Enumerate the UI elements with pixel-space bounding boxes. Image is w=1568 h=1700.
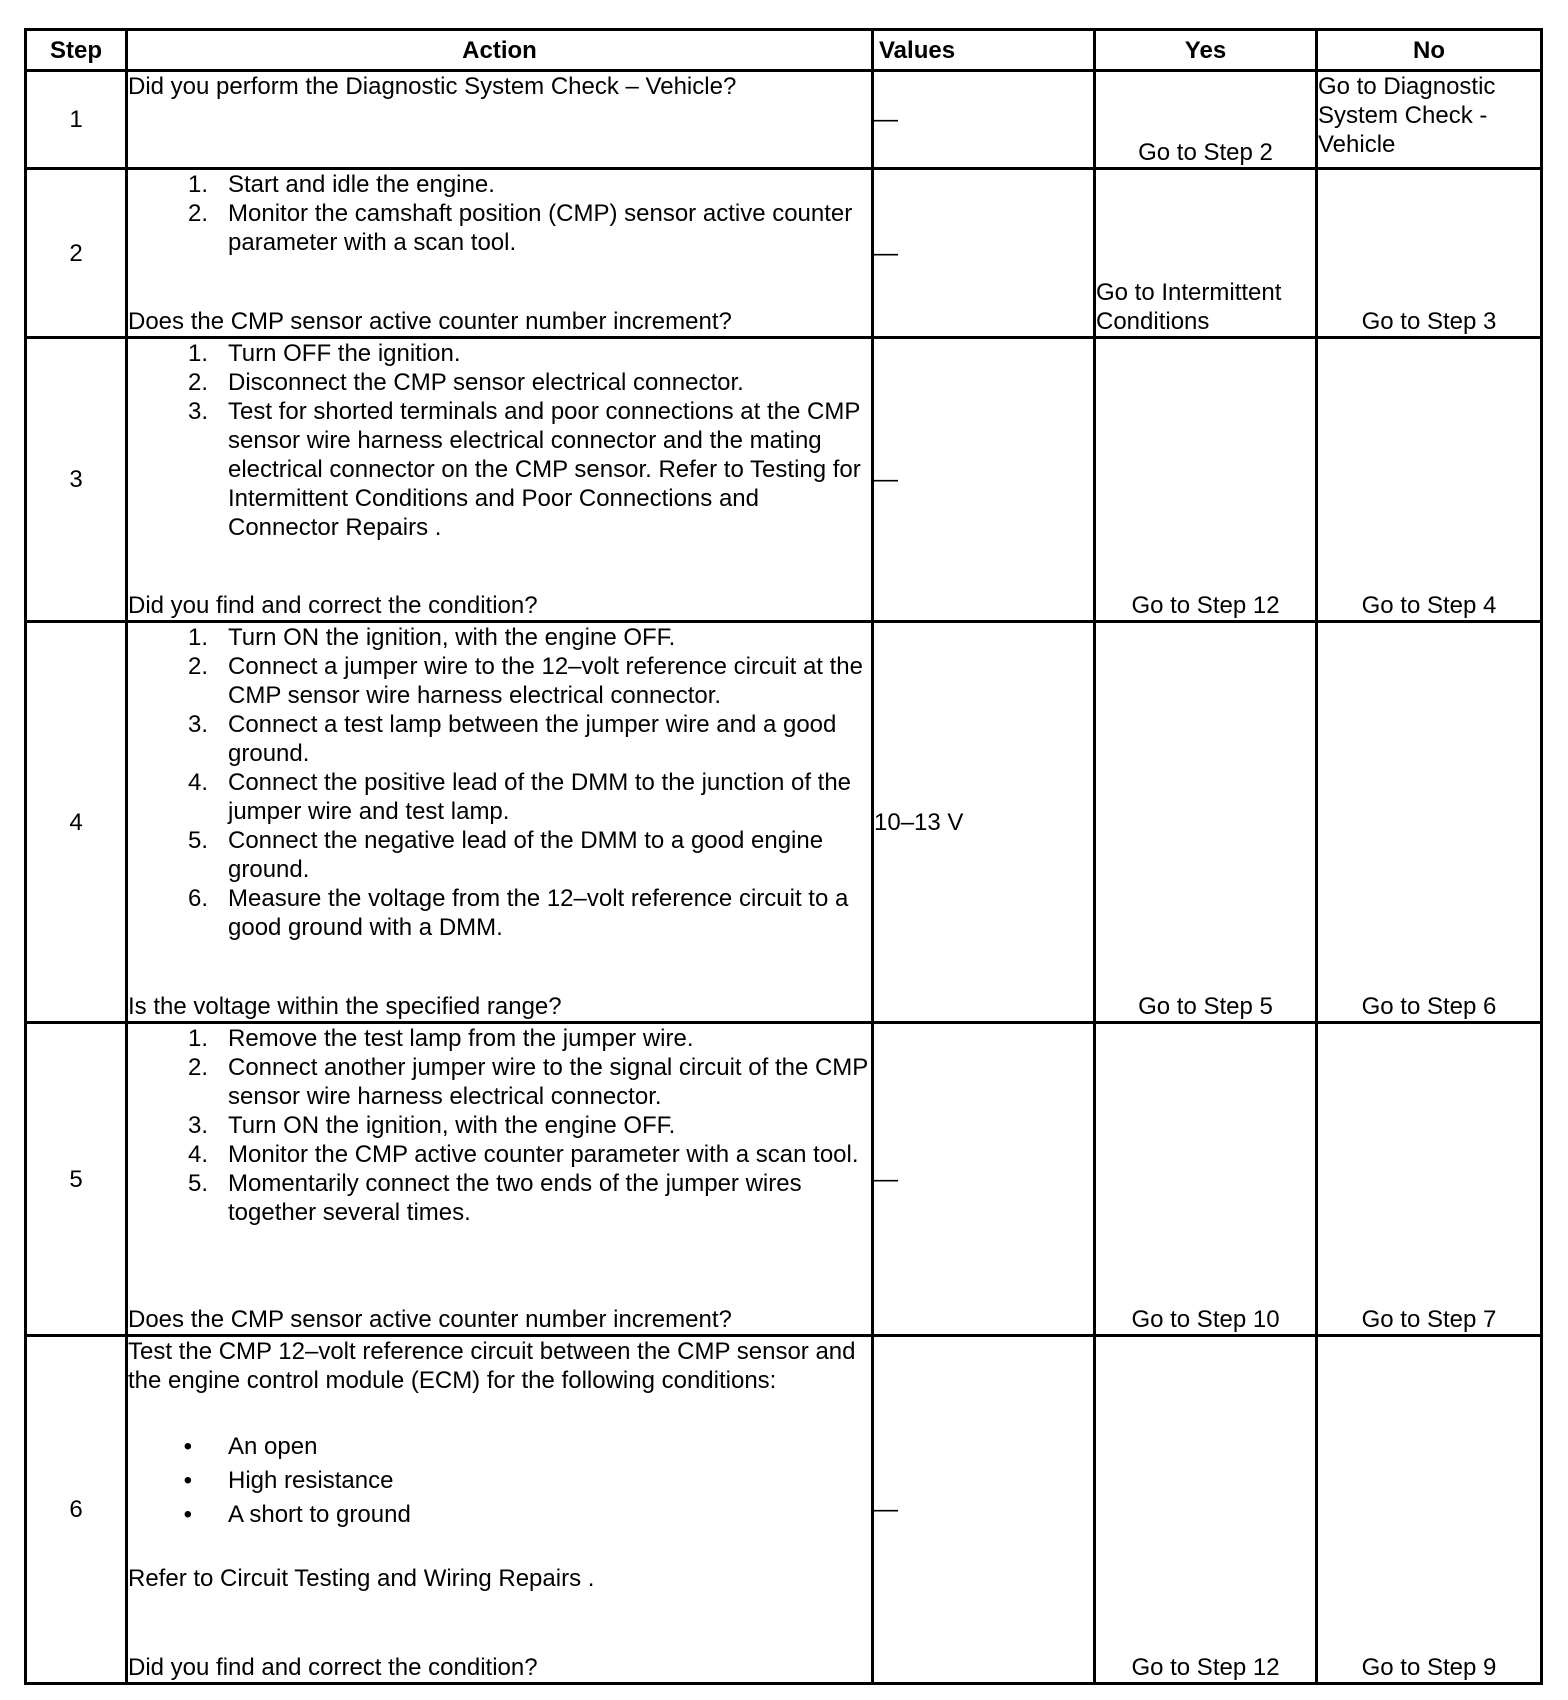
refer-text: Refer to Circuit Testing and Wiring Repairs .	[128, 1565, 595, 1592]
no-cell: Go to Step 6	[1317, 622, 1542, 1023]
action-question: Did you perform the Diagnostic System Check – Vehicle?	[128, 73, 737, 100]
step-number: 1	[26, 71, 127, 169]
list-item: 3. Connect a test lamp between the jumper wire and a good ground.	[187, 711, 837, 767]
action-steps-list	[128, 1024, 871, 1227]
table-row-step-6	[26, 1336, 1542, 1684]
step-number: 4	[26, 622, 127, 1023]
step-number: 2	[26, 169, 127, 338]
action-question: Does the CMP sensor active counter number increment?	[128, 308, 732, 335]
list-item: 3. Test for shorted terminals and poor connections at the CMP sensor wire harness electrical connector and the mating electrical connector on the CMP sensor. Refer to Testing for Intermittent Conditions and Poor Connections and Connector Repairs .	[187, 398, 861, 541]
action-cell	[127, 338, 873, 622]
action-cell	[127, 1023, 873, 1336]
action-question: Does the CMP sensor active counter number increment?	[128, 1306, 732, 1333]
no-cell: Go to Diagnostic System Check - Vehicle	[1317, 71, 1542, 169]
list-item: 2. Disconnect the CMP sensor electrical connector.	[187, 369, 744, 396]
action-question: Is the voltage within the specified range?	[128, 993, 562, 1020]
yes-cell: Go to Intermittent Conditions	[1095, 169, 1317, 338]
values-cell: —	[873, 1336, 1095, 1684]
bullet-icon: •	[183, 1433, 192, 1460]
list-item: 4. Monitor the CMP active counter parameter with a scan tool.	[187, 1141, 859, 1168]
step-number: 6	[26, 1336, 127, 1684]
conditions-list	[128, 1430, 871, 1532]
action-cell	[127, 71, 873, 169]
header-values: Values	[873, 30, 1095, 71]
action-steps-list	[128, 623, 871, 942]
header-step: Step	[26, 30, 127, 71]
action-question: Did you find and correct the condition?	[128, 1654, 538, 1681]
values-cell: 10–13 V	[873, 622, 1095, 1023]
list-item: 2. Connect a jumper wire to the 12–volt reference circuit at the CMP sensor wire harness electrical connector.	[187, 653, 863, 709]
list-item: • A short to ground	[128, 1498, 871, 1532]
no-cell: Go to Step 7	[1317, 1023, 1542, 1336]
values-cell: —	[873, 338, 1095, 622]
header-yes: Yes	[1095, 30, 1317, 71]
diagnostic-table	[24, 28, 1543, 1685]
step-number: 3	[26, 338, 127, 622]
list-item: 5. Connect the negative lead of the DMM to a good engine ground.	[187, 827, 824, 883]
bullet-icon: •	[183, 1501, 192, 1528]
table-row-step-5	[26, 1023, 1542, 1336]
yes-cell: Go to Step 12	[1095, 338, 1317, 622]
no-cell: Go to Step 9	[1317, 1336, 1542, 1684]
table-row-step-4	[26, 622, 1542, 1023]
list-item: 1. Turn ON the ignition, with the engine OFF.	[187, 624, 676, 651]
list-item: 1. Turn OFF the ignition.	[187, 340, 461, 367]
list-item: 1. Start and idle the engine.	[187, 171, 495, 198]
table-row-step-1	[26, 71, 1542, 169]
list-item: • An open	[128, 1430, 871, 1464]
action-cell	[127, 622, 873, 1023]
list-item: 4. Connect the positive lead of the DMM to the junction of the jumper wire and test lamp.	[187, 769, 852, 825]
yes-cell: Go to Step 2	[1095, 71, 1317, 169]
values-cell: —	[873, 1023, 1095, 1336]
header-no: No	[1317, 30, 1542, 71]
action-intro: Test the CMP 12–volt reference circuit between the CMP sensor and the engine control module (ECM) for the following conditions:	[128, 1338, 856, 1394]
values-cell: —	[873, 169, 1095, 338]
header-row	[26, 30, 1542, 71]
list-item: 5. Momentarily connect the two ends of the jumper wires together several times.	[187, 1170, 802, 1226]
action-cell	[127, 169, 873, 338]
yes-cell: Go to Step 12	[1095, 1336, 1317, 1684]
list-item: 6. Measure the voltage from the 12–volt reference circuit to a good ground with a DMM.	[187, 885, 849, 941]
yes-cell: Go to Step 10	[1095, 1023, 1317, 1336]
action-steps-list	[128, 170, 871, 257]
values-cell: —	[873, 71, 1095, 169]
no-cell: Go to Step 4	[1317, 338, 1542, 622]
list-item: 3. Turn ON the ignition, with the engine OFF.	[187, 1112, 676, 1139]
yes-cell: Go to Step 5	[1095, 622, 1317, 1023]
list-item: • High resistance	[128, 1464, 871, 1498]
header-action: Action	[127, 30, 873, 71]
table-row-step-3	[26, 338, 1542, 622]
action-cell	[127, 1336, 873, 1684]
table-row-step-2	[26, 169, 1542, 338]
list-item: 1. Remove the test lamp from the jumper wire.	[187, 1025, 694, 1052]
no-cell: Go to Step 3	[1317, 169, 1542, 338]
list-item: 2. Monitor the camshaft position (CMP) sensor active counter parameter with a scan tool.	[187, 200, 853, 256]
list-item: 2. Connect another jumper wire to the signal circuit of the CMP sensor wire harness electrical connector.	[187, 1054, 868, 1110]
action-question: Did you find and correct the condition?	[128, 592, 538, 619]
bullet-icon: •	[183, 1467, 192, 1494]
step-number: 5	[26, 1023, 127, 1336]
action-steps-list	[128, 339, 871, 542]
